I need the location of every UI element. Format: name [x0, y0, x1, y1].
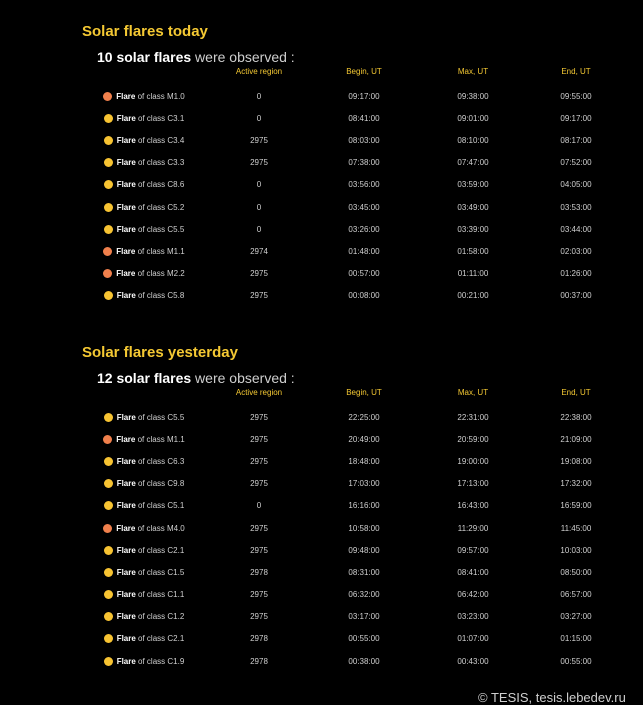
flare-class: C3.4	[167, 135, 185, 145]
flare-class-dot-icon	[103, 269, 112, 278]
flare-word: Flare	[116, 180, 136, 190]
flare-of-class: of class	[135, 91, 167, 101]
max-time-cell: 19:00:00	[457, 456, 489, 466]
flare-cell	[82, 450, 206, 472]
flare-cell	[82, 263, 206, 285]
flare-word: Flare	[116, 456, 136, 466]
end-time-cell: 04:05:00	[560, 180, 592, 190]
begin-time-cell: 09:48:00	[348, 545, 380, 555]
table-row	[82, 650, 622, 672]
flare-cell	[82, 539, 206, 561]
flare-of-class: of class	[135, 612, 168, 622]
flare-cell	[82, 428, 206, 450]
end-time-cell: 17:32:00	[560, 479, 592, 489]
flare-of-class: of class	[135, 590, 168, 600]
flare-class: C5.5	[167, 412, 185, 422]
flare-class-dot-icon	[104, 291, 113, 300]
yesterday-summary	[97, 370, 622, 387]
flare-class-dot-icon	[104, 634, 113, 643]
active-region-cell: 0	[256, 224, 262, 234]
max-time-cell: 08:10:00	[457, 135, 489, 145]
flare-of-class: of class	[135, 501, 168, 511]
max-time-cell: 03:23:00	[457, 612, 489, 622]
end-time-cell: 03:44:00	[560, 224, 592, 234]
table-row	[82, 406, 622, 428]
table-row	[82, 606, 622, 628]
flare-word: Flare	[116, 224, 136, 234]
active-region-cell: 2975	[250, 479, 268, 489]
flare-cell	[82, 218, 206, 240]
flare-cell	[82, 240, 206, 262]
flare-cell	[82, 473, 206, 495]
max-time-cell: 06:42:00	[457, 590, 489, 600]
max-time-cell: 01:07:00	[457, 634, 489, 644]
table-header-row	[82, 67, 622, 85]
flare-class: C5.8	[167, 291, 185, 301]
max-time-cell: 00:43:00	[457, 656, 489, 666]
yesterday-title: Solar flares yesterday	[82, 344, 238, 361]
begin-time-cell: 07:38:00	[348, 158, 380, 168]
flare-class: M1.1	[166, 246, 185, 256]
active-region-cell: 2978	[250, 634, 268, 644]
active-region-cell: 2975	[250, 456, 268, 466]
active-region-cell: 2975	[250, 269, 268, 279]
flare-word: Flare	[116, 113, 136, 123]
end-time-cell: 01:15:00	[560, 634, 592, 644]
today-summary	[97, 49, 622, 66]
flare-class: C5.2	[167, 202, 185, 212]
begin-time-cell: 01:48:00	[348, 246, 380, 256]
flare-class-dot-icon	[104, 501, 113, 510]
flare-word: Flare	[116, 612, 136, 622]
flare-class-dot-icon	[104, 612, 113, 621]
begin-time-cell: 17:03:00	[348, 479, 380, 489]
table-row	[82, 628, 622, 650]
flare-class: C9.8	[167, 479, 185, 489]
max-time-cell: 11:29:00	[457, 523, 489, 533]
flare-class: C2.1	[167, 545, 185, 555]
begin-time-cell: 00:38:00	[348, 656, 380, 666]
max-time-cell: 03:39:00	[457, 224, 489, 234]
flare-class: C5.5	[167, 224, 185, 234]
flare-class: C1.1	[167, 590, 185, 600]
end-time-cell: 03:53:00	[560, 202, 592, 212]
flare-word: Flare	[116, 501, 136, 511]
flare-cell	[82, 285, 206, 307]
flare-class-dot-icon	[104, 546, 113, 555]
flare-word: Flare	[116, 590, 136, 600]
flare-word: Flare	[116, 246, 136, 256]
active-region-cell: 2978	[250, 656, 268, 666]
flare-class: C2.1	[167, 634, 185, 644]
table-row	[82, 495, 622, 517]
end-time-cell: 01:26:00	[560, 269, 592, 279]
active-region-cell: 2975	[250, 590, 268, 600]
end-time-cell: 07:52:00	[560, 158, 592, 168]
table-row	[82, 152, 622, 174]
flare-class-dot-icon	[104, 225, 113, 234]
end-time-cell: 02:03:00	[560, 246, 592, 256]
begin-time-cell: 08:41:00	[348, 113, 380, 123]
end-time-cell: 19:08:00	[560, 456, 592, 466]
flare-class: M1.1	[166, 434, 185, 444]
end-column-header: End, UT	[561, 67, 591, 76]
flare-of-class: of class	[135, 269, 167, 279]
table-row	[82, 263, 622, 285]
begin-time-cell: 08:03:00	[348, 135, 380, 145]
flare-of-class: of class	[135, 656, 168, 666]
flare-of-class: of class	[135, 545, 168, 555]
flare-cell	[82, 495, 206, 517]
max-time-cell: 20:59:00	[457, 434, 489, 444]
flare-class: C1.2	[167, 612, 185, 622]
flare-class-dot-icon	[104, 568, 113, 577]
flare-class: C5.1	[167, 501, 185, 511]
flare-class: C3.1	[167, 113, 185, 123]
active-region-cell: 0	[256, 113, 262, 123]
flare-word: Flare	[116, 202, 136, 212]
end-time-cell: 08:17:00	[560, 135, 592, 145]
today-flares-table	[82, 67, 622, 307]
flare-word: Flare	[116, 567, 136, 577]
active-region-cell: 0	[256, 180, 262, 190]
end-time-cell: 00:55:00	[560, 656, 592, 666]
begin-time-cell: 18:48:00	[348, 456, 380, 466]
max-time-cell: 00:21:00	[457, 291, 489, 301]
flare-class-dot-icon	[104, 203, 113, 212]
begin-time-cell: 16:16:00	[348, 501, 380, 511]
today-flares-body	[82, 85, 622, 307]
max-time-cell: 03:49:00	[457, 202, 489, 212]
table-row	[82, 450, 622, 472]
flare-class-dot-icon	[104, 114, 113, 123]
begin-column-header: Begin, UT	[346, 388, 382, 397]
region-column-header: Active region	[235, 67, 283, 76]
flare-class-dot-icon	[104, 590, 113, 599]
table-row	[82, 240, 622, 262]
max-column-header: Max, UT	[457, 388, 489, 397]
begin-time-cell: 06:32:00	[348, 590, 380, 600]
end-time-cell: 06:57:00	[560, 590, 592, 600]
flare-cell	[82, 584, 206, 606]
begin-time-cell: 09:17:00	[348, 91, 380, 101]
flare-cell	[82, 85, 206, 107]
flare-word: Flare	[116, 545, 136, 555]
begin-time-cell: 03:17:00	[348, 612, 380, 622]
flare-class-dot-icon	[104, 457, 113, 466]
table-row	[82, 285, 622, 307]
flare-column-header	[82, 67, 206, 85]
active-region-cell: 2975	[250, 545, 268, 555]
begin-time-cell: 22:25:00	[348, 412, 380, 422]
flare-class-dot-icon	[104, 136, 113, 145]
max-column-header: Max, UT	[457, 67, 489, 76]
begin-time-cell: 00:08:00	[348, 291, 380, 301]
flare-word: Flare	[116, 91, 136, 101]
flare-word: Flare	[116, 479, 136, 489]
flare-class: M4.0	[166, 523, 185, 533]
table-row	[82, 107, 622, 129]
flare-of-class: of class	[135, 567, 168, 577]
flare-cell	[82, 650, 206, 672]
active-region-cell: 2975	[250, 523, 268, 533]
flare-word: Flare	[116, 523, 136, 533]
flare-word: Flare	[116, 269, 136, 279]
flare-class-dot-icon	[103, 92, 112, 101]
active-region-cell: 0	[256, 202, 262, 212]
end-time-cell: 09:17:00	[560, 113, 592, 123]
flare-cell	[82, 561, 206, 583]
table-row	[82, 539, 622, 561]
max-time-cell: 09:38:00	[457, 91, 489, 101]
flare-cell	[82, 129, 206, 151]
begin-time-cell: 00:55:00	[348, 634, 380, 644]
active-region-cell: 2975	[250, 291, 268, 301]
flare-class-dot-icon	[103, 435, 112, 444]
max-time-cell: 16:43:00	[457, 501, 489, 511]
flare-word: Flare	[116, 656, 136, 666]
active-region-cell: 2975	[250, 612, 268, 622]
flare-class-dot-icon	[104, 657, 113, 666]
begin-time-cell: 20:49:00	[348, 434, 380, 444]
flare-of-class: of class	[135, 158, 168, 168]
end-time-cell: 21:09:00	[560, 434, 592, 444]
end-time-cell: 22:38:00	[560, 412, 592, 422]
flare-cell	[82, 606, 206, 628]
flare-cell	[82, 196, 206, 218]
flare-of-class: of class	[135, 135, 168, 145]
active-region-cell: 2978	[250, 567, 268, 577]
flare-word: Flare	[116, 291, 136, 301]
flare-class-dot-icon	[103, 524, 112, 533]
begin-time-cell: 00:57:00	[348, 269, 380, 279]
table-row	[82, 218, 622, 240]
yesterday-flares-table	[82, 388, 622, 672]
yesterday-count: 12 solar flares	[97, 370, 192, 386]
end-time-cell: 08:50:00	[560, 567, 592, 577]
table-row	[82, 584, 622, 606]
end-time-cell: 00:37:00	[560, 291, 592, 301]
table-row	[82, 174, 622, 196]
flare-of-class: of class	[135, 113, 168, 123]
flare-word: Flare	[116, 158, 136, 168]
begin-time-cell: 10:58:00	[348, 523, 380, 533]
flare-word: Flare	[116, 434, 136, 444]
active-region-cell: 2975	[250, 158, 268, 168]
active-region-cell: 2975	[250, 135, 268, 145]
max-time-cell: 01:11:00	[457, 269, 489, 279]
max-time-cell: 08:41:00	[457, 567, 489, 577]
end-column-header: End, UT	[561, 388, 591, 397]
flare-class: C1.9	[167, 656, 185, 666]
table-row	[82, 428, 622, 450]
active-region-cell: 2974	[250, 246, 268, 256]
flare-of-class: of class	[135, 202, 168, 212]
flare-of-class: of class	[135, 291, 168, 301]
flare-of-class: of class	[135, 634, 168, 644]
flare-class-dot-icon	[104, 158, 113, 167]
flare-cell	[82, 152, 206, 174]
flare-word: Flare	[116, 135, 136, 145]
flare-word: Flare	[116, 412, 136, 422]
end-time-cell: 09:55:00	[560, 91, 592, 101]
flare-class: M2.2	[166, 269, 185, 279]
flare-class-dot-icon	[104, 180, 113, 189]
flare-of-class: of class	[135, 523, 167, 533]
today-observed: were observed :	[191, 49, 295, 65]
begin-time-cell: 03:45:00	[348, 202, 380, 212]
flare-cell	[82, 174, 206, 196]
flare-of-class: of class	[135, 456, 168, 466]
max-time-cell: 17:13:00	[457, 479, 489, 489]
today-count: 10 solar flares	[97, 49, 192, 65]
begin-column-header: Begin, UT	[346, 67, 382, 76]
begin-time-cell: 03:26:00	[348, 224, 380, 234]
max-time-cell: 09:57:00	[457, 545, 489, 555]
flare-of-class: of class	[135, 412, 168, 422]
begin-time-cell: 08:31:00	[348, 567, 380, 577]
active-region-cell: 0	[256, 91, 262, 101]
flare-class: C6.3	[167, 456, 185, 466]
flare-cell	[82, 628, 206, 650]
active-region-cell: 0	[256, 501, 262, 511]
flare-class: C1.5	[167, 567, 185, 577]
flare-cell	[82, 107, 206, 129]
flare-word: Flare	[116, 634, 136, 644]
table-row	[82, 561, 622, 583]
flare-class: C8.6	[167, 180, 185, 190]
today-section	[82, 22, 622, 307]
table-row	[82, 196, 622, 218]
table-row	[82, 517, 622, 539]
flare-of-class: of class	[135, 180, 168, 190]
flare-class: C3.3	[167, 158, 185, 168]
end-time-cell: 16:59:00	[560, 501, 592, 511]
yesterday-flares-body	[82, 406, 622, 672]
table-row	[82, 473, 622, 495]
end-time-cell: 10:03:00	[560, 545, 592, 555]
flare-class-dot-icon	[104, 413, 113, 422]
begin-time-cell: 03:56:00	[348, 180, 380, 190]
flare-of-class: of class	[135, 246, 167, 256]
flare-cell	[82, 517, 206, 539]
yesterday-section	[82, 343, 622, 672]
flare-of-class: of class	[135, 479, 168, 489]
copyright-footer: © TESIS, tesis.lebedev.ru	[478, 690, 626, 705]
max-time-cell: 22:31:00	[457, 412, 489, 422]
max-time-cell: 09:01:00	[457, 113, 489, 123]
table-row	[82, 129, 622, 151]
active-region-cell: 2975	[250, 434, 268, 444]
table-header-row	[82, 388, 622, 406]
active-region-cell: 2975	[250, 412, 268, 422]
flare-class-dot-icon	[103, 247, 112, 256]
max-time-cell: 03:59:00	[457, 180, 489, 190]
end-time-cell: 03:27:00	[560, 612, 592, 622]
flare-column-header	[82, 388, 206, 406]
flare-of-class: of class	[135, 224, 168, 234]
table-row	[82, 85, 622, 107]
yesterday-observed: were observed :	[191, 370, 295, 386]
end-time-cell: 11:45:00	[560, 523, 592, 533]
flare-cell	[82, 406, 206, 428]
region-column-header: Active region	[235, 388, 283, 397]
max-time-cell: 01:58:00	[457, 246, 489, 256]
flare-class-dot-icon	[104, 479, 113, 488]
today-title: Solar flares today	[82, 23, 208, 40]
flare-of-class: of class	[135, 434, 167, 444]
max-time-cell: 07:47:00	[457, 158, 489, 168]
flare-class: M1.0	[166, 91, 185, 101]
